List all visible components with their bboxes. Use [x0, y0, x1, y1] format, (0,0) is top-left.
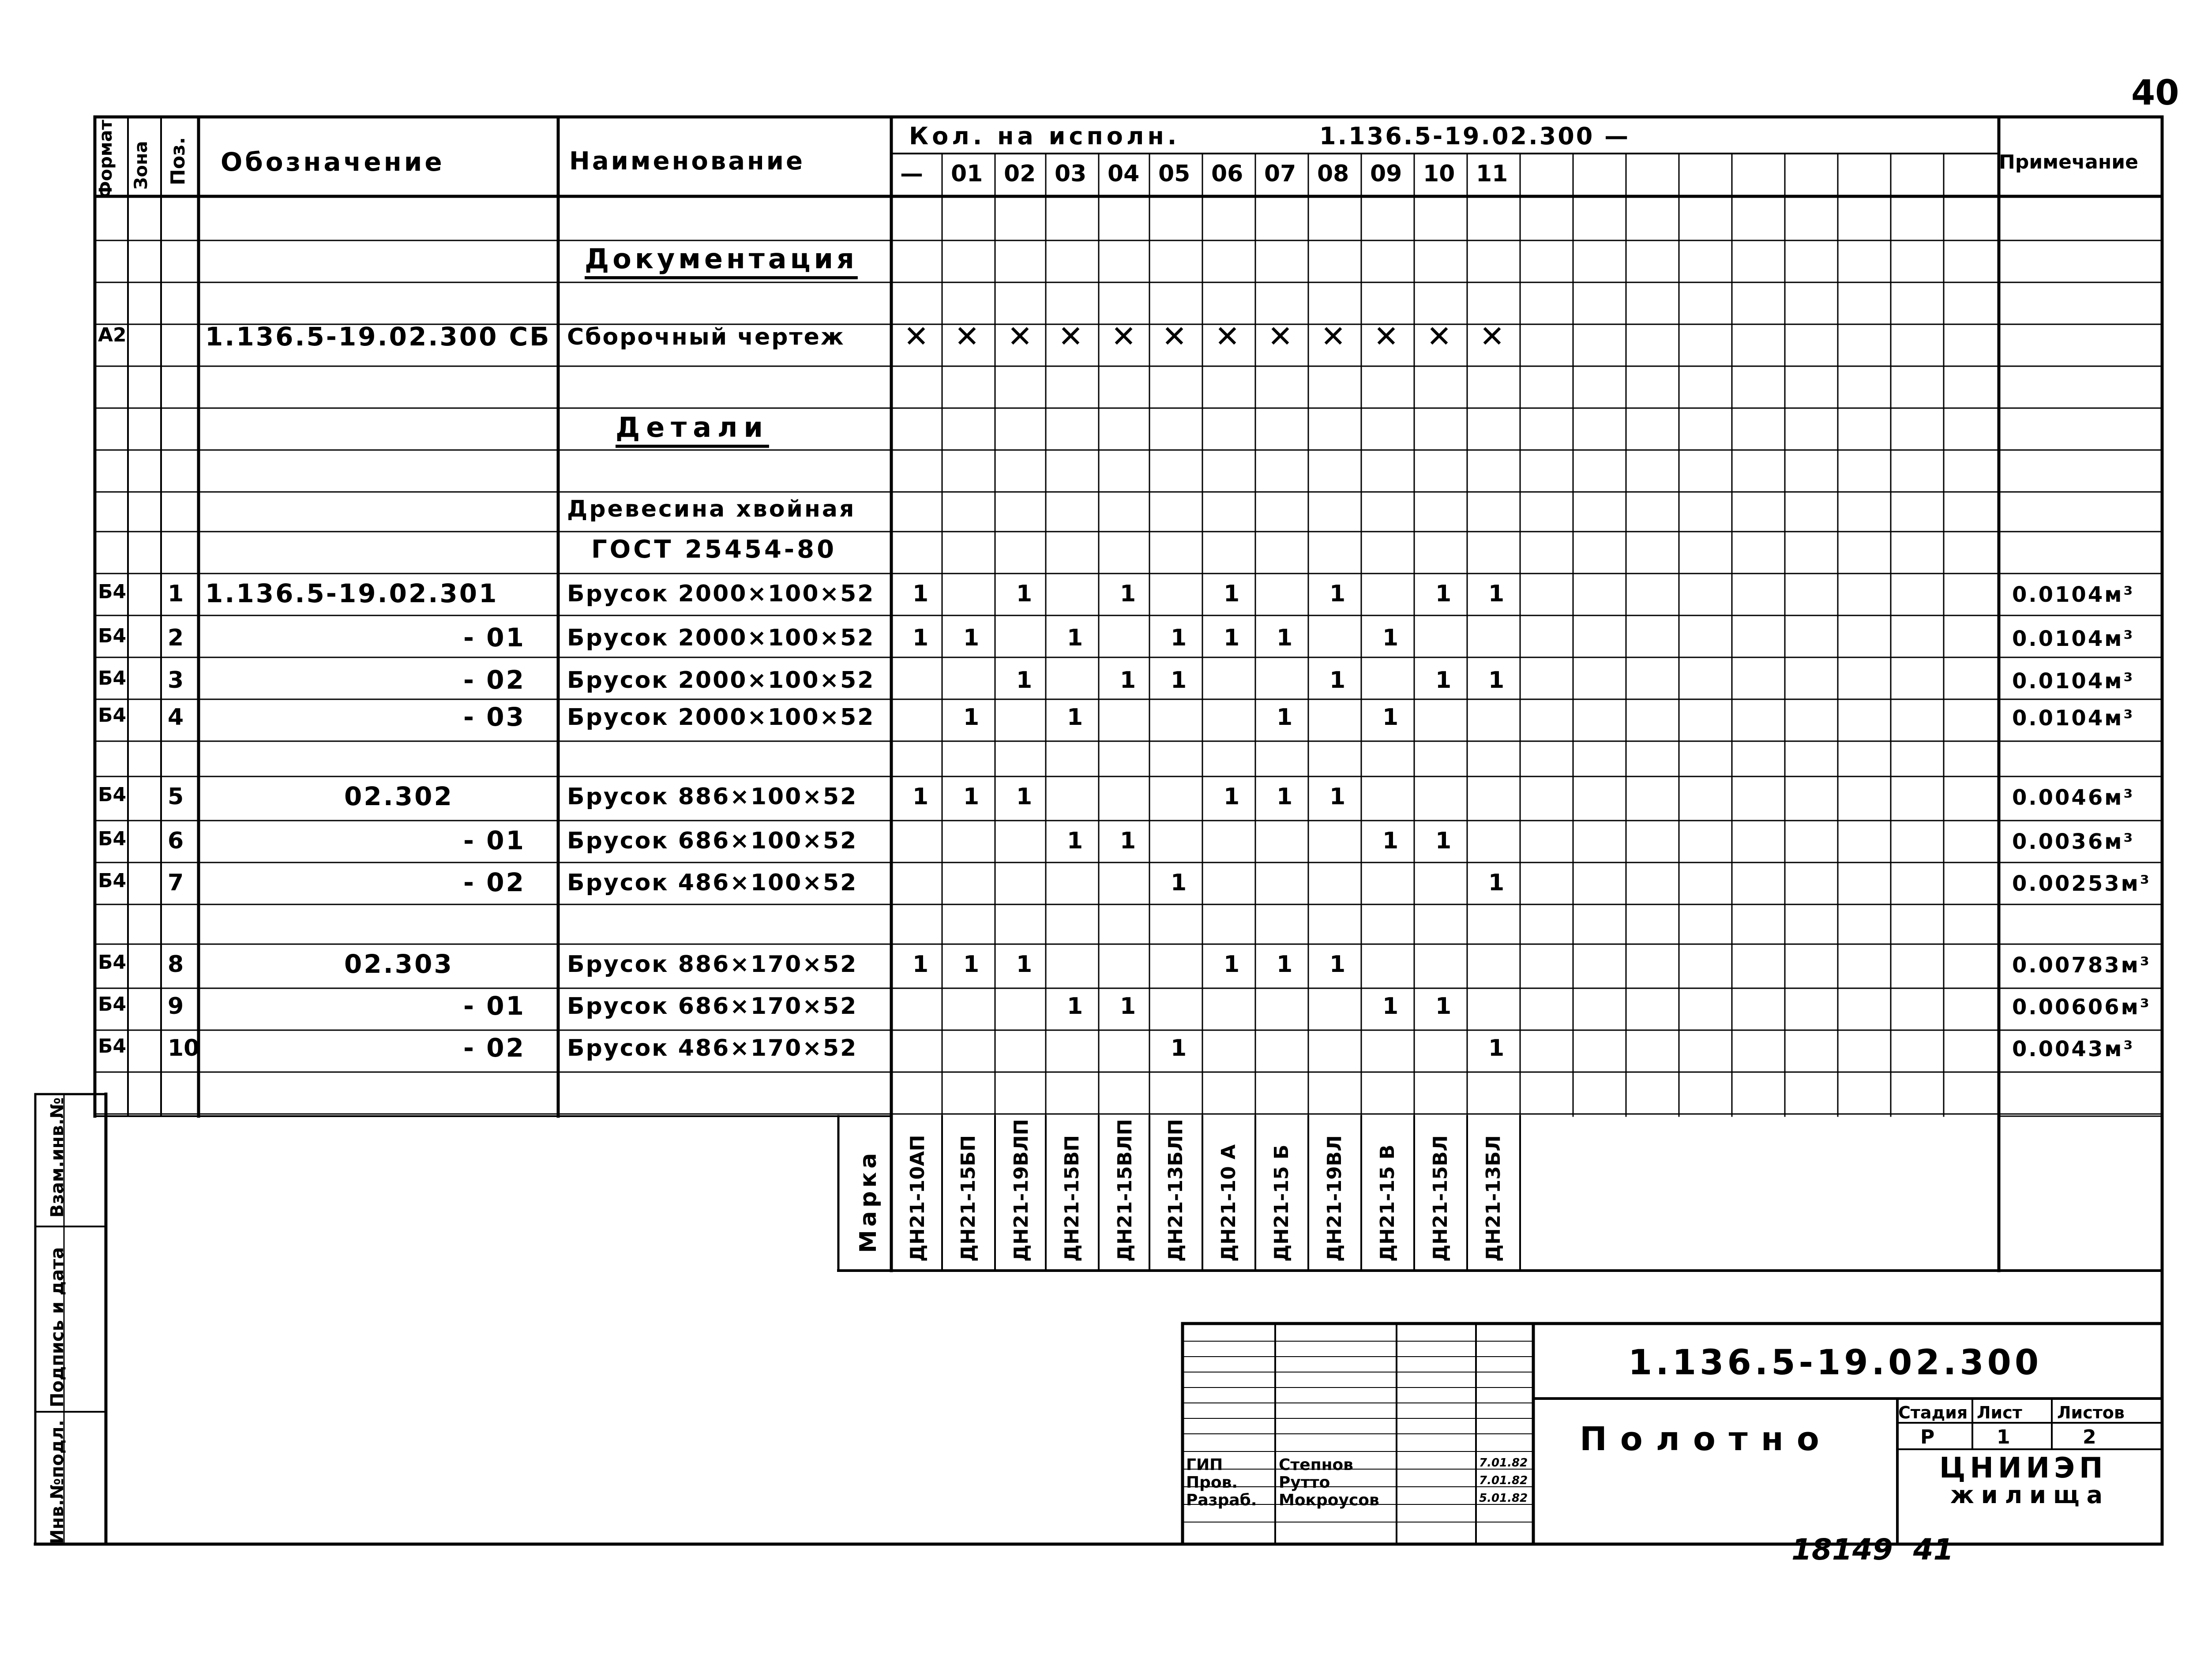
qty-cross-mark: ✕ — [1162, 319, 1187, 354]
title-doc-code: 1.136.5-19.02.300 — [1628, 1343, 2043, 1383]
qty-cross-mark: ✕ — [1321, 319, 1346, 354]
qty-value: 1 — [1329, 667, 1346, 694]
qty-value: 1 — [1224, 581, 1240, 607]
row-note: 0.00606м³ — [2012, 995, 2151, 1020]
title-name: Полотно — [1580, 1420, 1833, 1458]
qty-value: 1 — [1120, 581, 1136, 607]
qty-value: 1 — [1224, 784, 1240, 810]
signer-name: Степнов — [1279, 1456, 1353, 1474]
qty-value: 1 — [1435, 828, 1452, 854]
header-note: Примечание — [1999, 151, 2138, 173]
org-line2: жилища — [1950, 1481, 2110, 1509]
row-format: Б4 — [98, 828, 127, 850]
header-variant-02: 02 — [1004, 161, 1036, 187]
qty-value: 1 — [1067, 625, 1083, 651]
mark-item: ДН21-10АП — [906, 1135, 929, 1262]
header-variant-01: 01 — [951, 161, 983, 187]
row-designation: - 01 — [463, 991, 526, 1021]
row-name: Брусок 486×170×52 — [567, 1035, 858, 1061]
qty-value: 1 — [963, 951, 980, 978]
mark-item: ДН21-13БЛП — [1164, 1119, 1187, 1262]
row-name: Брусок 486×100×52 — [567, 870, 858, 896]
header-variant-base: — — [900, 161, 923, 187]
header-designation: Обозначение — [221, 147, 445, 177]
signer-date: 7.01.82 — [1479, 1474, 1528, 1487]
row-format: Б4 — [98, 993, 127, 1016]
qty-cross-mark: ✕ — [1111, 319, 1136, 354]
section-documentation: Документация — [585, 243, 858, 275]
material-line2: ГОСТ 25454-80 — [591, 535, 837, 564]
row-format: Б4 — [98, 870, 127, 892]
qty-value: 1 — [912, 951, 929, 978]
mark-item: ДН21-13БЛ — [1482, 1135, 1505, 1262]
qty-value: 1 — [1016, 784, 1033, 810]
row-designation: - 02 — [463, 1033, 526, 1063]
qty-value: 1 — [1277, 784, 1293, 810]
row-format: А2 — [98, 324, 127, 346]
qty-value: 1 — [1382, 993, 1399, 1020]
material-line1: Древесина хвойная — [567, 496, 856, 522]
row-name: Брусок 2000×100×52 — [567, 704, 875, 731]
row-pos: 7 — [168, 870, 184, 896]
row-format: Б4 — [98, 704, 127, 727]
sheets-label: Листов — [2057, 1403, 2125, 1422]
row-pos: 5 — [168, 784, 184, 810]
signer-date: 7.01.82 — [1479, 1456, 1528, 1470]
qty-value: 1 — [963, 784, 980, 810]
signer-role: Пров. — [1186, 1474, 1238, 1492]
mark-item: ДН21-15 Б — [1270, 1144, 1293, 1262]
qty-value: 1 — [1329, 784, 1346, 810]
qty-value: 1 — [1329, 951, 1346, 978]
mark-item: ДН21-15ВП — [1061, 1135, 1083, 1262]
header-variant-06: 06 — [1211, 161, 1243, 187]
marks-label: Марка — [855, 1149, 882, 1253]
row-name: Брусок 886×170×52 — [567, 951, 858, 978]
qty-cross-mark: ✕ — [954, 319, 980, 354]
row-format: Б4 — [98, 1035, 127, 1058]
row-name: Брусок 686×100×52 — [567, 828, 858, 854]
sheet-label: Лист — [1977, 1403, 2022, 1422]
signer-role: ГИП — [1186, 1456, 1223, 1474]
row-name: Сборочный чертеж — [567, 324, 845, 350]
row-name: Брусок 2000×100×52 — [567, 581, 875, 607]
row-format: Б4 — [98, 581, 127, 603]
qty-value: 1 — [1382, 625, 1399, 651]
qty-value: 1 — [1488, 870, 1505, 896]
row-note: 0.00783м³ — [2012, 953, 2151, 978]
mark-item: ДН21-19ВЛ — [1323, 1135, 1346, 1262]
qty-value: 1 — [1171, 1035, 1187, 1061]
row-designation: - 01 — [463, 622, 526, 652]
row-note: 0.0104м³ — [2012, 626, 2135, 651]
header-variant-07: 07 — [1264, 161, 1296, 187]
qty-value: 1 — [1488, 581, 1505, 607]
row-pos: 4 — [168, 704, 184, 731]
qty-value: 1 — [1435, 993, 1452, 1020]
qty-cross-mark: ✕ — [1007, 319, 1033, 354]
row-note: 0.00253м³ — [2012, 871, 2151, 896]
row-pos: 3 — [168, 667, 184, 694]
row-designation: - 02 — [463, 665, 526, 695]
signer-role: Разраб. — [1186, 1491, 1257, 1509]
header-name: Наименование — [569, 147, 805, 176]
qty-value: 1 — [1120, 828, 1136, 854]
row-pos: 9 — [168, 993, 184, 1020]
qty-value: 1 — [1224, 625, 1240, 651]
side-inv-orig: Инв.№подл. — [47, 1420, 68, 1544]
org-line1: ЦНИИЭП — [1939, 1452, 2107, 1485]
qty-cross-mark: ✕ — [1058, 319, 1083, 354]
row-designation: - 03 — [463, 702, 526, 732]
qty-value: 1 — [1120, 993, 1136, 1020]
stage-value: Р — [1920, 1426, 1935, 1448]
row-pos: 6 — [168, 828, 184, 854]
qty-value: 1 — [1488, 667, 1505, 694]
qty-value: 1 — [1016, 581, 1033, 607]
header-variant-03: 03 — [1055, 161, 1087, 187]
row-designation: 1.136.5-19.02.301 — [205, 578, 499, 608]
header-variant-10: 10 — [1423, 161, 1455, 187]
mark-item: ДН21-10 А — [1217, 1144, 1240, 1262]
qty-cross-mark: ✕ — [1427, 319, 1452, 354]
qty-value: 1 — [1171, 625, 1187, 651]
qty-value: 1 — [1488, 1035, 1505, 1061]
qty-value: 1 — [1382, 704, 1399, 731]
qty-value: 1 — [1171, 667, 1187, 694]
qty-value: 1 — [912, 581, 929, 607]
row-name: Брусок 886×100×52 — [567, 784, 858, 810]
qty-value: 1 — [1171, 870, 1187, 896]
row-pos: 10 — [168, 1035, 200, 1061]
qty-cross-mark: ✕ — [904, 319, 929, 354]
mark-item: ДН21-15ВЛ — [1429, 1135, 1452, 1262]
row-pos: 8 — [168, 951, 184, 978]
mark-item: ДН21-15БП — [957, 1135, 980, 1262]
mark-item: ДН21-15ВЛП — [1114, 1119, 1136, 1262]
row-note: 0.0036м³ — [2012, 829, 2135, 854]
qty-value: 1 — [1067, 993, 1083, 1020]
signer-date: 5.01.82 — [1479, 1492, 1528, 1505]
row-designation: 1.136.5-19.02.300 СБ — [205, 322, 551, 352]
qty-cross-mark: ✕ — [1268, 319, 1293, 354]
page-number: 40 — [2131, 73, 2179, 113]
qty-value: 1 — [1435, 667, 1452, 694]
qty-value: 1 — [1067, 704, 1083, 731]
qty-cross-mark: ✕ — [1215, 319, 1240, 354]
qty-cross-mark: ✕ — [1374, 319, 1399, 354]
header-pos: Поз. — [167, 137, 189, 185]
header-variant-05: 05 — [1158, 161, 1190, 187]
header-variant-04: 04 — [1108, 161, 1140, 187]
side-replace-inv: Взам.инв.№ — [47, 1097, 68, 1218]
row-format: Б4 — [98, 784, 127, 806]
row-note: 0.0104м³ — [2012, 706, 2135, 731]
qty-value: 1 — [912, 784, 929, 810]
header-zone: Зона — [131, 141, 151, 190]
row-note: 0.0104м³ — [2012, 582, 2135, 607]
row-designation: - 02 — [463, 867, 526, 897]
signer-name: Рутто — [1279, 1474, 1330, 1492]
row-note: 0.0046м³ — [2012, 785, 2135, 810]
row-format: Б4 — [98, 625, 127, 647]
header-qty-label: Кол. на исполн. — [909, 122, 1180, 150]
qty-cross-mark: ✕ — [1480, 319, 1505, 354]
row-pos: 2 — [168, 625, 184, 651]
qty-value: 1 — [1329, 581, 1346, 607]
qty-value: 1 — [1382, 828, 1399, 854]
row-note: 0.0104м³ — [2012, 669, 2135, 694]
row-name: Брусок 2000×100×52 — [567, 667, 875, 694]
header-qty-doc: 1.136.5-19.02.300 — — [1319, 122, 1630, 150]
qty-value: 1 — [1277, 951, 1293, 978]
row-format: Б4 — [98, 951, 127, 974]
header-variant-08: 08 — [1317, 161, 1349, 187]
qty-value: 1 — [912, 625, 929, 651]
qty-value: 1 — [1016, 951, 1033, 978]
row-name: Брусок 2000×100×52 — [567, 625, 875, 651]
qty-value: 1 — [1277, 625, 1293, 651]
sheets-value: 2 — [2083, 1426, 2096, 1448]
stage-label: Стадия — [1898, 1403, 1968, 1422]
qty-value: 1 — [1277, 704, 1293, 731]
mark-item: ДН21-19ВЛП — [1010, 1119, 1033, 1262]
qty-value: 1 — [1067, 828, 1083, 854]
header-variant-11: 11 — [1476, 161, 1508, 187]
qty-value: 1 — [963, 625, 980, 651]
row-note: 0.0043м³ — [2012, 1037, 2135, 1061]
sheet-value: 1 — [1997, 1426, 2010, 1448]
side-sign-date: Подпись и дата — [47, 1247, 68, 1407]
qty-value: 1 — [1224, 951, 1240, 978]
row-designation: 02.303 — [344, 949, 454, 979]
row-pos: 1 — [168, 581, 184, 607]
row-format: Б4 — [98, 667, 127, 690]
signer-name: Мокроусов — [1279, 1491, 1379, 1509]
qty-value: 1 — [1016, 667, 1033, 694]
row-name: Брусок 686×170×52 — [567, 993, 858, 1020]
row-designation: 02.302 — [344, 781, 454, 811]
section-details: Детали — [616, 411, 769, 443]
bottom-note: 18149 41 — [1791, 1533, 1954, 1567]
row-designation: - 01 — [463, 825, 526, 855]
header-format: Формат — [96, 120, 116, 199]
qty-value: 1 — [1120, 667, 1136, 694]
header-variant-09: 09 — [1370, 161, 1402, 187]
qty-value: 1 — [1435, 581, 1452, 607]
mark-item: ДН21-15 В — [1376, 1144, 1399, 1262]
qty-value: 1 — [963, 704, 980, 731]
